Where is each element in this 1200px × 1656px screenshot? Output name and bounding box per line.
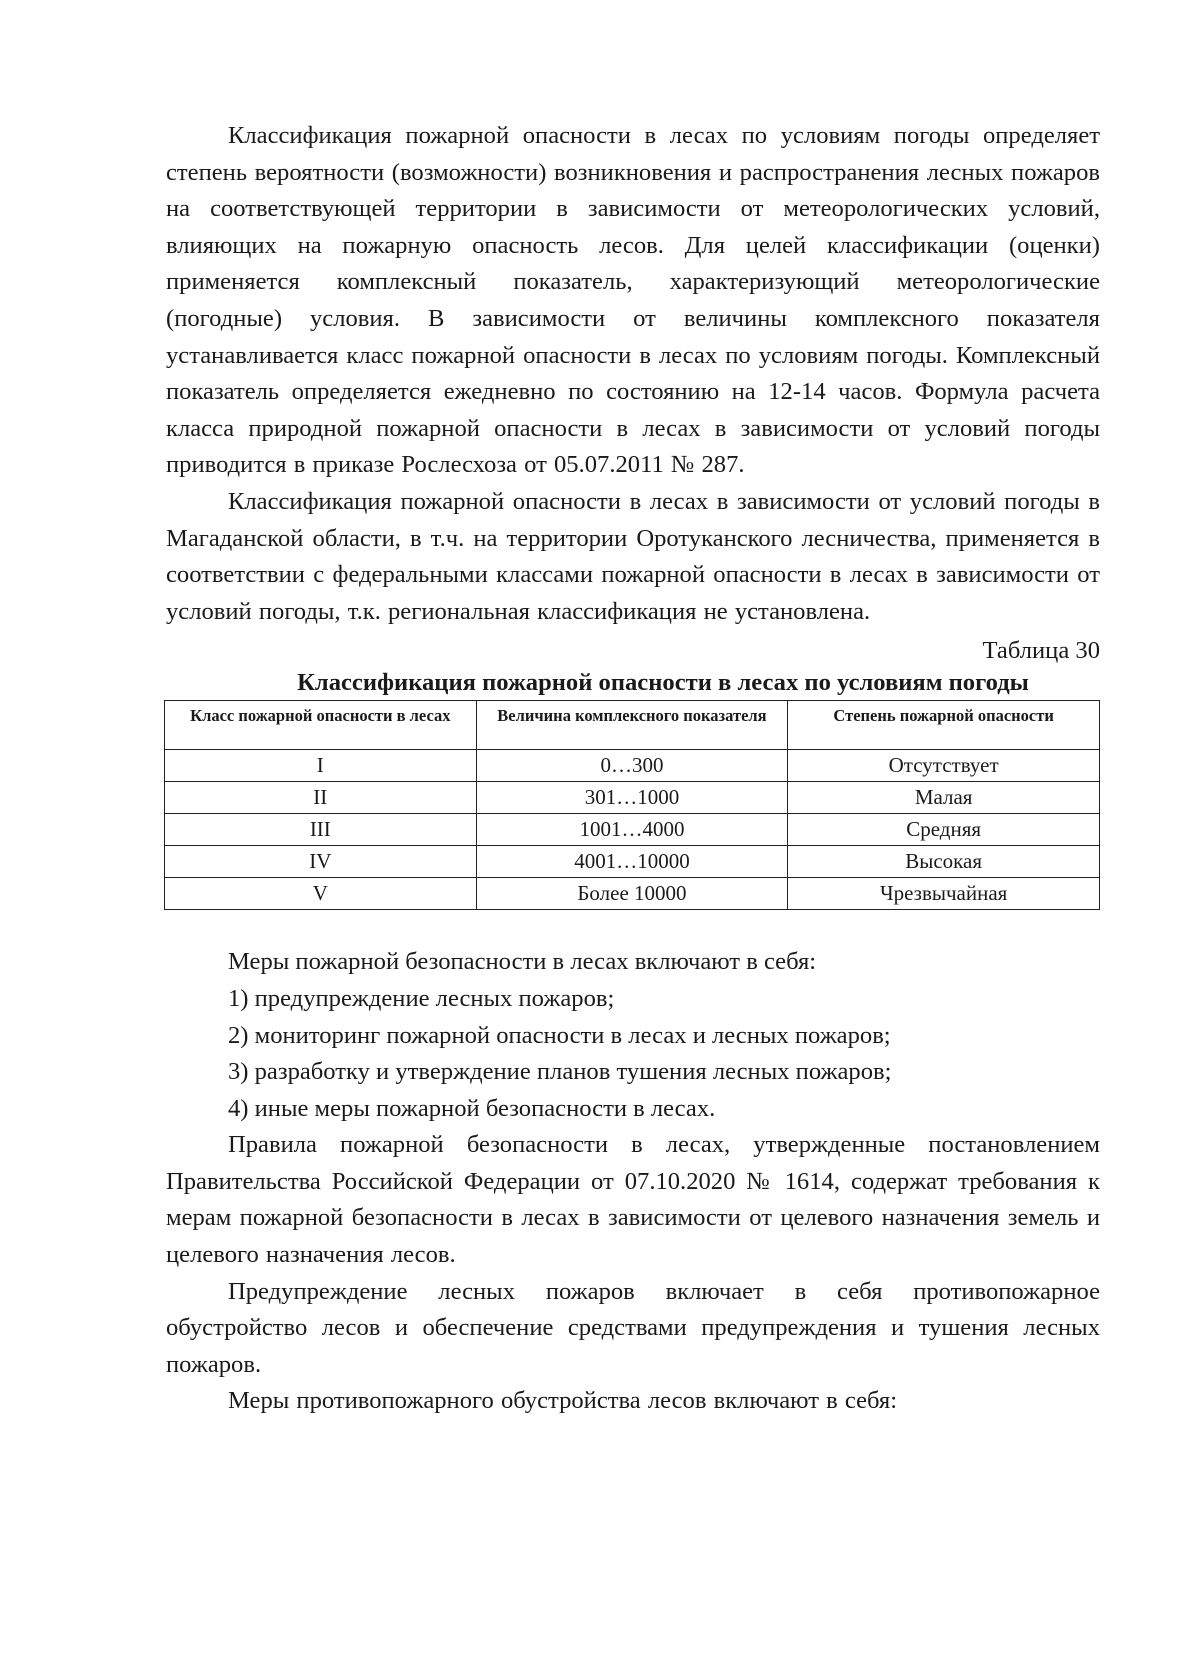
cell-danger-degree: Отсутствует xyxy=(788,750,1100,782)
fire-danger-table xyxy=(164,700,1100,910)
cell-class: I xyxy=(165,750,477,782)
measure-item: 3) разработку и утверждение планов тушения лесных пожаров; xyxy=(228,1058,892,1086)
measure-item: 1) предупреждение лесных пожаров; xyxy=(228,984,615,1012)
measure-item: 4) иные меры пожарной безопасности в лесах. xyxy=(228,1094,716,1122)
cell-class: III xyxy=(165,814,477,846)
cell-danger-degree: Малая xyxy=(788,782,1100,814)
paragraph-regional-classification: Классификация пожарной опасности в лесах в зависимости от условий погоды в Магаданской области, в т.ч. на территории Оротуканского лесничества, применяется в соответствии с федеральными классами пожарной опасности в лесах в зависимости от условий погоды, т.к. региональная классификация не установлена. xyxy=(166,487,1100,625)
cell-danger-degree: Средняя xyxy=(788,814,1100,846)
document-page xyxy=(166,118,1100,1420)
header-class: Класс пожарной опасности в лесах xyxy=(165,701,477,750)
table-row xyxy=(165,814,1100,846)
table-row xyxy=(165,750,1100,782)
cell-index-value: 0…300 xyxy=(476,750,788,782)
cell-index-value: 4001…10000 xyxy=(476,846,788,878)
cell-class: IV xyxy=(165,846,477,878)
header-danger-degree: Степень пожарной опасности xyxy=(788,701,1100,750)
header-index-value: Величина комплексного показателя xyxy=(476,701,788,750)
cell-class: II xyxy=(165,782,477,814)
table-header-row xyxy=(165,701,1100,750)
cell-danger-degree: Высокая xyxy=(788,846,1100,878)
cell-index-value: 1001…4000 xyxy=(476,814,788,846)
cell-index-value: Более 10000 xyxy=(476,878,788,910)
paragraph-classification-definition: Классификация пожарной опасности в лесах по условиям погоды определяет степень вероятности (возможности) возникновения и распространения лесных пожаров на соответствующей территории в зависимости от метеорологических условий, влияющих на пожарную опасность лесов. Для целей классификации (оценки) применяется комплексный показатель, характеризующий метеорологические (погодные) условия. В зависимости от величины комплексного показателя устанавливается класс пожарной опасности в лесах по условиям погоды. Комплексный показатель определяется ежедневно по состоянию на 12-14 часов. Формула расчета класса природной пожарной опасности в лесах в зависимости от условий погоды приводится в приказе Рослесхоза от 05.07.2011 № 287. xyxy=(166,122,1100,479)
table-number: Таблица 30 xyxy=(982,637,1100,665)
table-row xyxy=(165,846,1100,878)
table-row xyxy=(165,878,1100,910)
paragraph-fire-safety-rules: Правила пожарной безопасности в лесах, утвержденные постановлением Правительства Российской Федерации от 07.10.2020 № 1614, содержат требования к мерам пожарной безопасности в лесах в зависимости от целевого назначения земель и целевого назначения лесов. xyxy=(166,1131,1100,1269)
measures-intro: Меры пожарной безопасности в лесах включают в себя: xyxy=(228,948,817,976)
cell-index-value: 301…1000 xyxy=(476,782,788,814)
cell-class: V xyxy=(165,878,477,910)
table-title: Классификация пожарной опасности в лесах по условиям погоды xyxy=(297,669,1029,697)
table-row xyxy=(165,782,1100,814)
paragraph-fireproofing-measures: Меры противопожарного обустройства лесов включают в себя: xyxy=(228,1387,898,1415)
measure-item: 2) мониторинг пожарной опасности в лесах и лесных пожаров; xyxy=(228,1021,891,1049)
cell-danger-degree: Чрезвычайная xyxy=(788,878,1100,910)
paragraph-fire-prevention: Предупреждение лесных пожаров включает в себя противопожарное обустройство лесов и обеспечение средствами предупреждения и тушения лесных пожаров. xyxy=(166,1277,1100,1378)
measures-section xyxy=(166,944,1100,1127)
